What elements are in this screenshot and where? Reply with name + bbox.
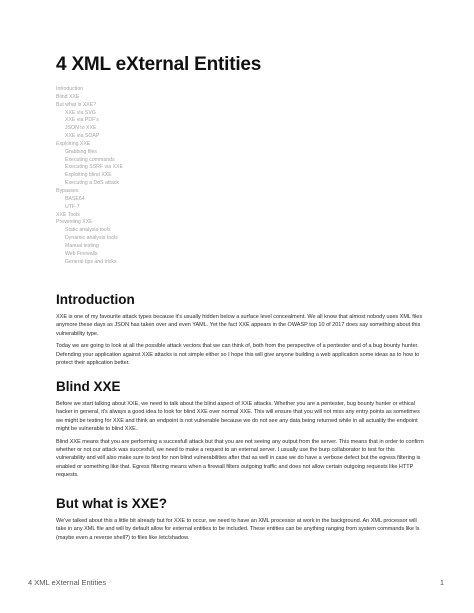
toc-link[interactable]: Static analysis tools (65, 227, 111, 234)
table-of-contents (56, 86, 416, 266)
section-what-is-xxe (56, 496, 424, 542)
page-number: 1 (439, 578, 444, 587)
toc-link[interactable]: Blind XXE (56, 93, 80, 100)
section-introduction (56, 292, 424, 367)
toc-link[interactable]: Exploiting XXE (56, 140, 91, 147)
toc-link[interactable]: XXE via PDF's (65, 117, 99, 124)
toc-link[interactable]: Manual testing (65, 242, 99, 249)
toc-link[interactable]: XXE via SOAP (65, 133, 100, 140)
paragraph: We've talked about this a little bit already but for XXE to occur, we need to have an XML processor at work in the background. An XML processor will take in any XML file and will by default allow for external entities to be included. These entities can be anything ranging from system commands like ls (maybe even a reverse shell?) to files like /etc/shadow. (56, 518, 420, 541)
toc-link[interactable]: But what is XXE? (56, 101, 97, 108)
toc-link[interactable]: Bypasses (56, 187, 79, 194)
toc-link[interactable]: Executing SSRF via XXE (65, 164, 123, 171)
section-heading-what-is-xxe: But what is XXE? (56, 496, 168, 511)
paragraph: Before we start talking about XXE, we need to talk about the blind aspect of XXE attacks. Whether you are a pentester, bug bounty hunter or ethical hacker in general, it's always a good idea to look for blind XXE over normal XXE. This will ensure that you will not miss any entry points as sometimes we might be testing for XXE and think an endpoint is not vulnerable because we do not see any data being returned while in all actuality the endpoint might be vulnerable to blind XXE. (56, 401, 420, 433)
toc-link[interactable]: JSON to XXE (65, 125, 97, 132)
toc-link[interactable]: Preventing XXE (56, 219, 93, 226)
toc-link[interactable]: UTF-7 (65, 203, 80, 210)
toc-link[interactable]: General tips and tricks (65, 258, 117, 265)
section-heading-blind-xxe: Blind XXE (56, 379, 121, 394)
section-heading-introduction: Introduction (56, 292, 135, 307)
toc-link[interactable]: Grabbing files (65, 148, 98, 155)
toc-link[interactable]: XXE via SVG (65, 109, 96, 116)
paragraph: Today we are going to look at all the possible attack vectors that we can think of, both from the perspective of a pentester and of a bug bounty hunter. Defending your application against XXE attacks is not simple either so I hope this will give anyone building a web application some ideas as to how to protect their application better. (56, 343, 420, 367)
toc-link[interactable]: XXE Tools (56, 211, 80, 218)
section-blind-xxe (56, 379, 424, 480)
toc-link[interactable]: Introduction (56, 86, 84, 92)
paragraph: XXE is one of my favourite attack types because it's usually hidden below a surface level concealment. We all know that almost nobody uses XML files anymore these days as JSON has taken over and even YAML. Yet the fact XXE appears in the OWASP top 10 of 2017 does say something about this vulnerability type. (56, 314, 423, 337)
toc-link[interactable]: Dynamic analysis tools (65, 235, 118, 242)
toc-link[interactable]: BASE64 (65, 195, 85, 202)
paragraph: Blind XXE means that you are performing a succesfull attack but that you are not seeing any output from the server. This means that in order to confirm whether or not our attack was succesfull, we need to make a request to an external server. I usually use the burp collaborator to test for this vulnerability and will also make sure to test for non blind vulnerabilities after that as well in case we do have a verbose defect but the egress filtering is enabled or something like that. Egress filtering means when a firewall filters outgoing traffic and does not allow certain outgoing requests like HTTP requests. (56, 438, 424, 479)
toc-link[interactable]: Executing a DoS attack (65, 180, 119, 187)
toc-link[interactable]: Web Firewalls (65, 250, 98, 257)
page-title: 4 XML eXternal Entities (56, 54, 262, 75)
toc-link[interactable]: Executing commands (65, 156, 115, 163)
toc-link[interactable]: Exploiting blind XXE (65, 172, 112, 179)
footer-title: 4 XML eXternal Entities (28, 578, 107, 587)
